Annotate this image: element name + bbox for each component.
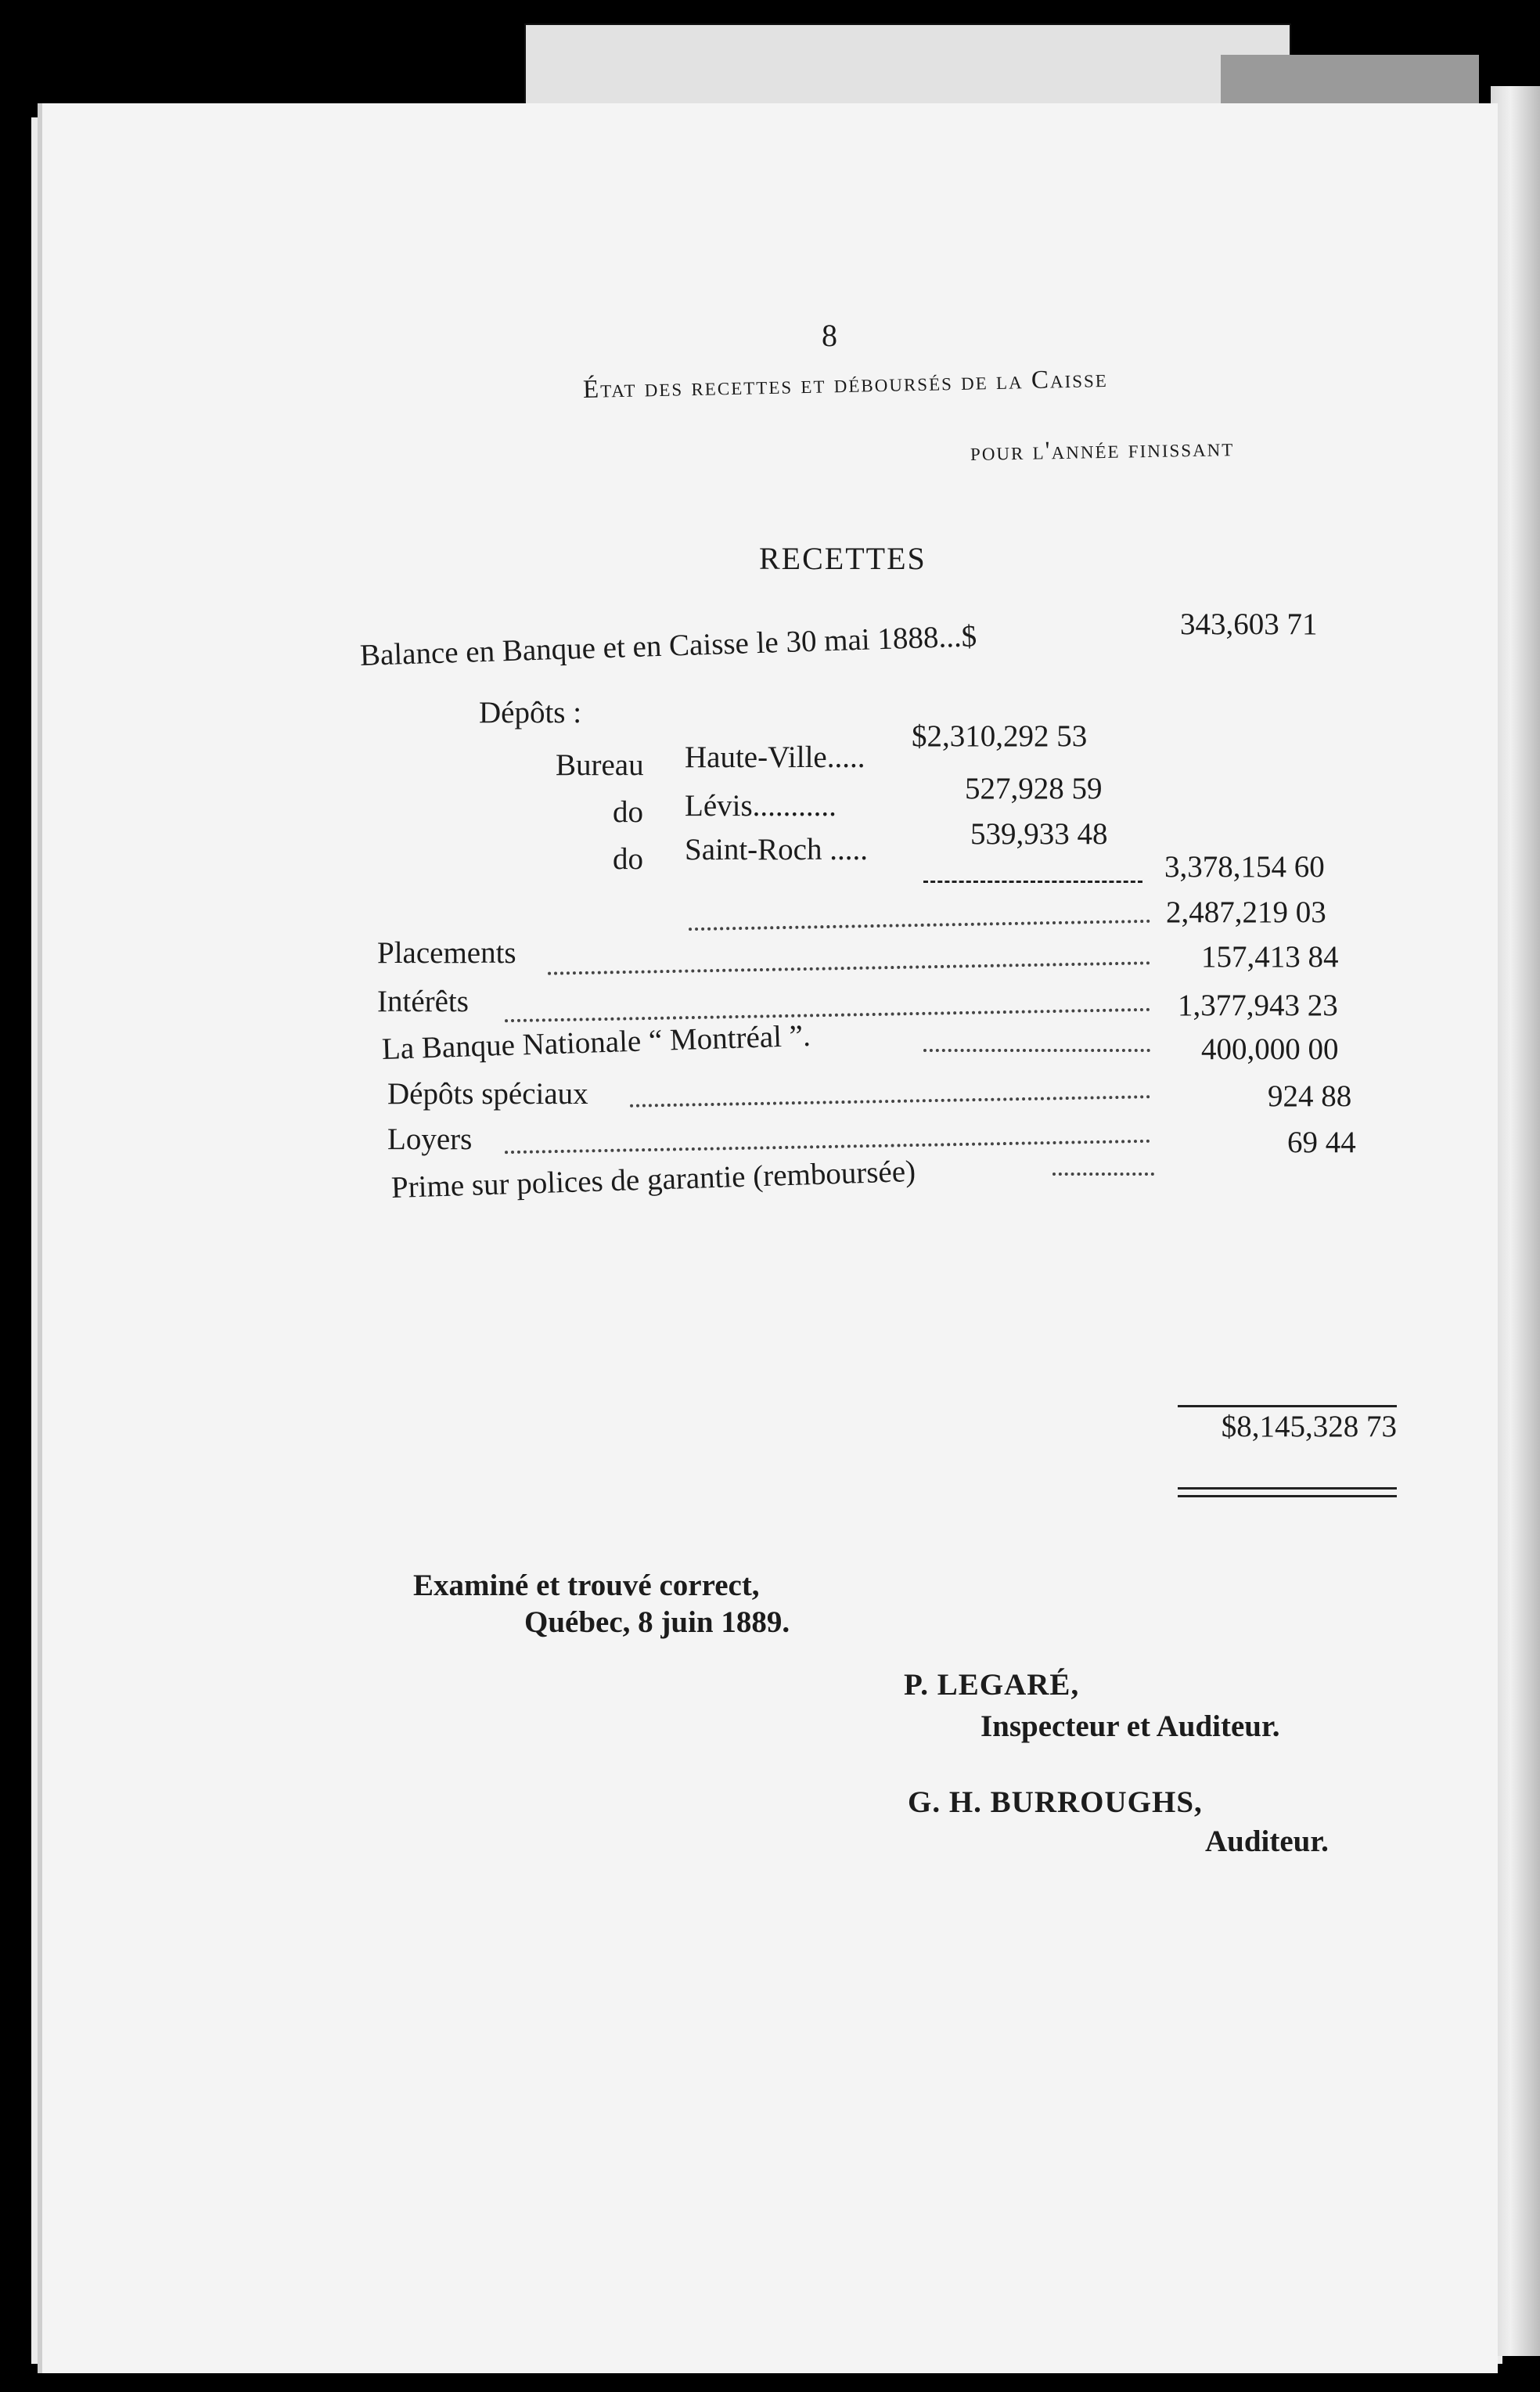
item-amount: 400,000 00 <box>1201 1032 1339 1066</box>
total-rule-bottom <box>1178 1487 1397 1490</box>
item-amount: 924 88 <box>1268 1079 1352 1113</box>
depot-prefix: do <box>613 842 643 876</box>
examined-line: Examiné et trouvé correct, <box>413 1569 760 1602</box>
total-rule-bottom-double <box>1178 1495 1397 1497</box>
document-page <box>42 103 1498 2373</box>
depot-prefix: do <box>613 795 643 829</box>
item-label: La Banque Nationale “ Montréal ”. <box>381 1018 811 1066</box>
signature-name: G. H. BURROUGHS, <box>908 1785 1203 1819</box>
depot-amount: 539,933 48 <box>970 817 1108 851</box>
leader-dots <box>1052 1173 1154 1176</box>
subtotal-rule <box>923 881 1142 883</box>
item-label: Intérêts <box>377 985 469 1018</box>
item-label: Dépôts spéciaux <box>387 1077 588 1111</box>
total-rule-top <box>1178 1405 1397 1407</box>
section-title: RECETTES <box>759 541 927 576</box>
item-amount: 157,413 84 <box>1201 940 1339 974</box>
depot-prefix: Bureau <box>556 748 644 782</box>
examined-date: Québec, 8 juin 1889. <box>524 1605 790 1639</box>
item-amount: 2,487,219 03 <box>1166 895 1326 929</box>
depot-name: Haute-Ville..... <box>685 740 865 774</box>
adjacent-page-edge <box>1491 86 1540 2356</box>
item-label: Placements <box>377 936 516 970</box>
depot-name: Lévis........... <box>685 789 837 823</box>
balance-amount: 343,603 71 <box>1180 607 1318 641</box>
item-label: Loyers <box>387 1122 473 1156</box>
signature-title: Inspecteur et Auditeur. <box>980 1709 1280 1743</box>
leader-dots <box>923 1049 1150 1052</box>
page-number: 8 <box>822 318 837 353</box>
balance-label: Balance en Banque et en Caisse le 30 mai 1888...$ <box>359 619 977 672</box>
header-subtitle: pour l'année finissant <box>970 434 1235 467</box>
depot-amount: $2,310,292 53 <box>912 719 1088 753</box>
depots-subtotal: 3,378,154 60 <box>1164 850 1325 884</box>
depot-amount: 527,928 59 <box>965 772 1103 805</box>
item-amount: 1,377,943 23 <box>1178 989 1338 1022</box>
depot-name: Saint-Roch ..... <box>685 833 868 866</box>
item-amount: 69 44 <box>1287 1126 1356 1159</box>
signature-title: Auditeur. <box>1205 1825 1329 1858</box>
depots-label: Dépôts : <box>479 696 582 729</box>
signature-name: P. LEGARÉ, <box>904 1668 1080 1702</box>
item-label: Prime sur polices de garantie (remboursée) <box>390 1154 916 1205</box>
grand-total: $8,145,328 73 <box>1221 1410 1397 1443</box>
header-title: État des recettes et déboursés de la Caisse <box>582 364 1109 404</box>
